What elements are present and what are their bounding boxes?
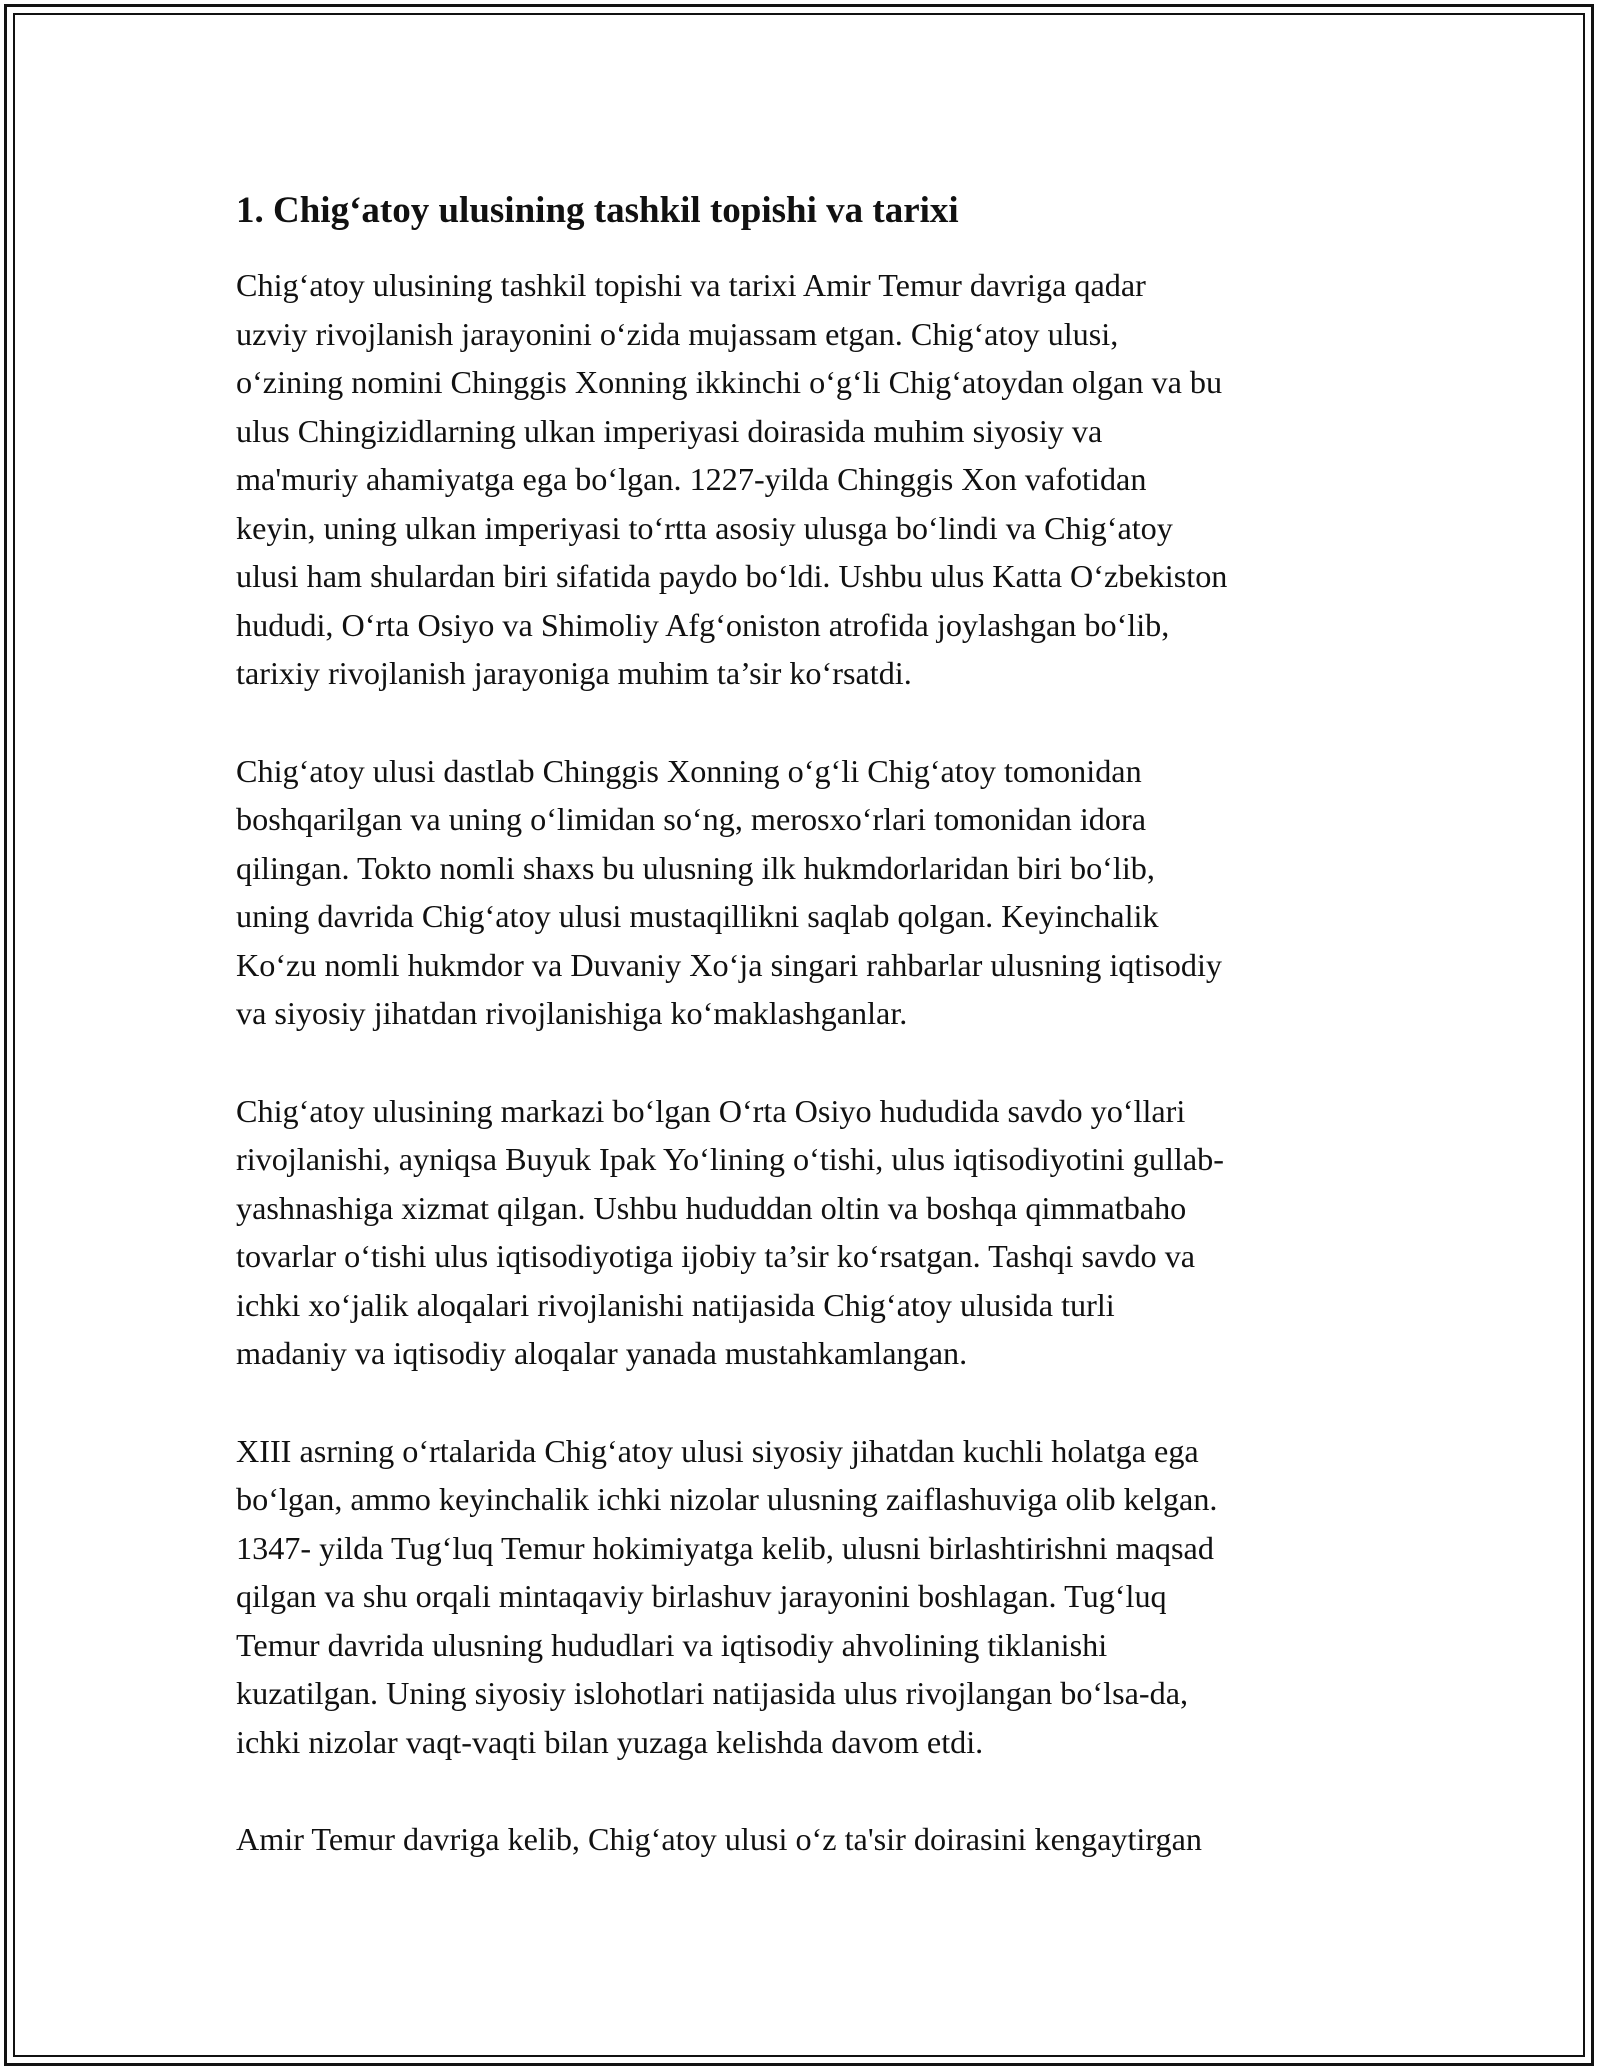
paragraph-line: rivojlanishi, ayniqsa Buyuk Ipak Yo‘lining o‘tishi, ulus iqtisodiyotini gullab- [236, 1141, 1224, 1177]
paragraph-1 [236, 261, 1376, 698]
paragraph-line: uning davrida Chig‘atoy ulusi mustaqillikni saqlab qolgan. Keyinchalik [236, 898, 1159, 934]
paragraph-line: madaniy va iqtisodiy aloqalar yanada mustahkamlangan. [236, 1335, 968, 1371]
paragraph-line: Chig‘atoy ulusining tashkil topishi va tarixi Amir Temur davriga qadar [236, 267, 1146, 303]
paragraph-line: ulus Chingizidlarning ulkan imperiyasi doirasida muhim siyosiy va [236, 412, 1103, 449]
paragraph-line: ichki xo‘jalik aloqalari rivojlanishi natijasida Chig‘atoy ulusida turli [236, 1286, 1115, 1323]
paragraph-4 [236, 1427, 1376, 1767]
paragraph-line: Temur davrida ulusning hududlari va iqtisodiy ahvolining tiklanishi [236, 1626, 1108, 1663]
paragraph-5 [236, 1815, 1376, 1864]
paragraph-line: Amir Temur davriga kelib, Chig‘atoy ulusi o‘z ta'sir doirasini kengaytirgan [236, 1821, 1202, 1857]
document-page [236, 188, 1376, 1913]
paragraph-line: Ko‘zu nomli hukmdor va Duvaniy Xo‘ja singari rahbarlar ulusning iqtisodiy [236, 946, 1223, 983]
paragraph-line: Chig‘atoy ulusining markazi bo‘lgan O‘rta Osiyo hududida savdo yo‘llari [236, 1092, 1186, 1129]
paragraph-line: tarixiy rivojlanish jarayoniga muhim ta’sir ko‘rsatdi. [236, 655, 912, 691]
paragraph-line: yashnashiga xizmat qilgan. Ushbu hududdan oltin va boshqa qimmatbaho [236, 1189, 1187, 1226]
paragraph-line: o‘zining nomini Chinggis Xonning ikkinchi o‘g‘li Chig‘atoydan olgan va bu [236, 364, 1223, 400]
paragraph-line: boshqarilgan va uning o‘limidan so‘ng, merosxo‘rlari tomonidan idora [236, 801, 1147, 837]
paragraph-line: ulusi ham shulardan biri sifatida paydo bo‘ldi. Ushbu ulus Katta O‘zbekiston [236, 558, 1228, 594]
paragraph-line: hududi, O‘rta Osiyo va Shimoliy Afg‘oniston atrofida joylashgan bo‘lib, [236, 606, 1170, 643]
paragraph-line: tovarlar o‘tishi ulus iqtisodiyotiga ijobiy ta’sir ko‘rsatgan. Tashqi savdo va [236, 1238, 1196, 1274]
paragraph-line: qilgan va shu orqali mintaqaviy birlashuv jarayonini boshlagan. Tug‘luq [236, 1578, 1167, 1614]
paragraph-line: keyin, uning ulkan imperiyasi to‘rtta asosiy ulusga bo‘lindi va Chig‘atoy [236, 509, 1173, 546]
paragraph-line: va siyosiy jihatdan rivojlanishiga ko‘maklashganlar. [236, 995, 908, 1031]
paragraph-2 [236, 747, 1376, 1038]
section-heading: 1. Chig‘atoy ulusining tashkil topishi va tarixi [236, 190, 959, 231]
paragraph-line: kuzatilgan. Uning siyosiy islohotlari natijasida ulus rivojlangan bo‘lsa-da, [236, 1675, 1189, 1711]
paragraph-line: ma'muriy ahamiyatga ega bo‘lgan. 1227-yilda Chinggis Xon vafotidan [236, 461, 1147, 497]
paragraph-line: uzviy rivojlanish jarayonini o‘zida mujassam etgan. Chig‘atoy ulusi, [236, 315, 1119, 352]
paragraph-line: 1347- yilda Tug‘luq Temur hokimiyatga kelib, ulusni birlashtirishni maqsad [236, 1529, 1214, 1566]
paragraph-line: Chig‘atoy ulusi dastlab Chinggis Xonning o‘g‘li Chig‘atoy tomonidan [236, 752, 1142, 789]
paragraph-3 [236, 1087, 1376, 1378]
paragraph-line: ichki nizolar vaqt-vaqti bilan yuzaga kelishda davom etdi. [236, 1723, 984, 1760]
paragraph-line: bo‘lgan, ammo keyinchalik ichki nizolar ulusning zaiflashuviga olib kelgan. [236, 1481, 1218, 1517]
paragraph-line: XIII asrning o‘rtalarida Chig‘atoy ulusi siyosiy jihatdan kuchli holatga ega [236, 1432, 1199, 1469]
paragraph-line: qilingan. Tokto nomli shaxs bu ulusning ilk hukmdorlaridan biri bo‘lib, [236, 849, 1155, 886]
document-body [236, 261, 1376, 1864]
